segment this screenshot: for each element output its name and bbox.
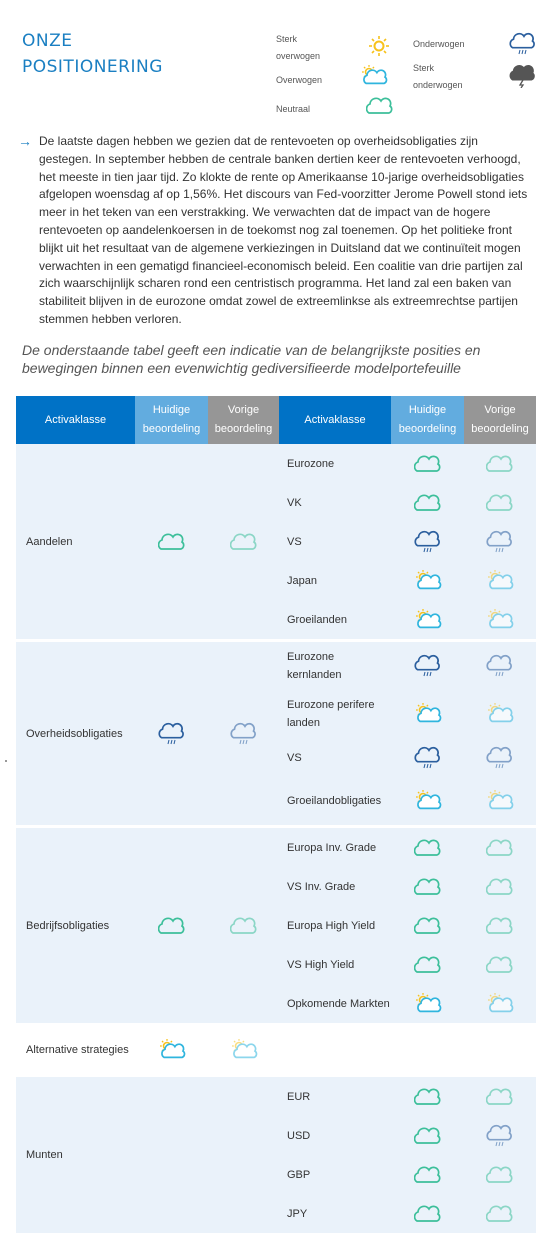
storm-cloud-icon bbox=[509, 64, 535, 88]
sun-cloud-icon bbox=[414, 992, 442, 1016]
table-row bbox=[16, 444, 536, 483]
table-row bbox=[16, 1077, 536, 1116]
sub-asset-name: VS High Yield bbox=[279, 945, 391, 984]
intro-text: De laatste dagen hebben we gezien dat de rentevoeten op overheidsobligaties zijn gestegen. In september hebben de centrale banken dertien keer de rentevoeten verhoogd, het meeste in tien jaar tijd. Zo klokte de rente op Amerikaanse 10-jarige overheidsobligaties afgelopen woensdag af op 1,56%. Het discours van Fed-voorzitter Jerome Powell stond iets meer in het teken van een verstrakking. We verwachten dat de impact van de hogere rentevoeten op aandelenkoersen in de toekomst nog zal toenemen. Op het politieke front blijkt uit het resultaat van de algemene verkiezingen in Duitsland dat we continuïteit mogen verwachten in een gematigd financieel-economisch beleid. Een coalitie van drie partijen zal zich waarschijnlijk scharen rond een centristisch programma. Het land zal een baken van stabiliteit blijven in de eurozone omdat zowel de extreemlinkse als extreemrechtse partijen stemmen hebben verloren. bbox=[39, 134, 528, 326]
sun-icon bbox=[366, 34, 392, 58]
sub-asset-name: VS bbox=[279, 738, 391, 777]
rain-cloud-icon bbox=[414, 654, 442, 678]
current-rating-cell bbox=[135, 1026, 208, 1074]
sub-asset-name: Eurozone kernlanden bbox=[279, 642, 391, 690]
page-title-line1: ONZE bbox=[22, 31, 73, 51]
previous-rating-cell bbox=[208, 444, 279, 639]
neutral-cloud-icon bbox=[486, 953, 514, 977]
rain-cloud-icon bbox=[486, 746, 514, 770]
neutral-cloud-icon bbox=[414, 875, 442, 899]
neutral-cloud-icon bbox=[486, 1163, 514, 1187]
sub-previous-rating-cell bbox=[464, 738, 536, 777]
sub-current-rating-cell bbox=[391, 906, 464, 945]
sub-current-rating-cell bbox=[391, 777, 464, 825]
sub-current-rating-cell bbox=[391, 828, 464, 867]
rain-cloud-icon bbox=[414, 530, 442, 554]
neutral-cloud-icon bbox=[486, 452, 514, 476]
current-rating-cell bbox=[135, 828, 208, 1023]
sun-cloud-icon bbox=[158, 1038, 186, 1062]
header-sub-current-rating: Huidige beoordeling bbox=[391, 396, 464, 444]
neutral-cloud-icon bbox=[414, 1085, 442, 1109]
sun-cloud-icon bbox=[486, 789, 514, 813]
sub-asset-name: EUR bbox=[279, 1077, 391, 1116]
stray-dot bbox=[5, 760, 7, 762]
legend-overweight-label: Overwogen bbox=[276, 75, 323, 85]
sub-previous-rating-cell bbox=[464, 777, 536, 825]
sub-current-rating-cell bbox=[391, 642, 464, 690]
rain-cloud-icon bbox=[230, 722, 258, 746]
sub-previous-rating-cell bbox=[464, 522, 536, 561]
sub-asset-name: VK bbox=[279, 483, 391, 522]
table-row bbox=[16, 1026, 536, 1074]
sub-current-rating-cell bbox=[391, 1194, 464, 1233]
sub-previous-rating-cell bbox=[464, 444, 536, 483]
neutral-cloud-icon bbox=[414, 836, 442, 860]
sun-cloud-icon bbox=[486, 702, 514, 726]
sub-asset-name: Groeilandobligaties bbox=[279, 777, 391, 825]
sub-asset-name: Opkomende Markten bbox=[279, 984, 391, 1023]
empty-cell bbox=[464, 1026, 536, 1074]
asset-class-name: Aandelen bbox=[16, 444, 135, 639]
sun-cloud-icon bbox=[486, 992, 514, 1016]
legend-strong-underweight-label: Sterk onderwogen bbox=[413, 63, 463, 90]
sub-asset-name: VS bbox=[279, 522, 391, 561]
header-asset-class: Activaklasse bbox=[16, 396, 135, 444]
neutral-cloud-icon bbox=[414, 1124, 442, 1148]
sub-asset-name: Eurozone perifere landen bbox=[279, 690, 391, 738]
sub-previous-rating-cell bbox=[464, 984, 536, 1023]
previous-rating-cell bbox=[208, 642, 279, 825]
sub-previous-rating-cell bbox=[464, 561, 536, 600]
sub-current-rating-cell bbox=[391, 522, 464, 561]
neutral-cloud-icon bbox=[414, 953, 442, 977]
sub-asset-name: VS Inv. Grade bbox=[279, 867, 391, 906]
asset-class-name: Alternative strategies bbox=[16, 1026, 135, 1074]
previous-rating-cell bbox=[208, 1077, 279, 1233]
sub-previous-rating-cell bbox=[464, 1077, 536, 1116]
neutral-cloud-icon bbox=[486, 1202, 514, 1226]
empty-cell bbox=[391, 1026, 464, 1074]
table-row bbox=[16, 828, 536, 867]
header-sub-asset-class: Activaklasse bbox=[279, 396, 391, 444]
sub-previous-rating-cell bbox=[464, 867, 536, 906]
neutral-cloud-icon bbox=[158, 530, 186, 554]
sub-asset-name: USD bbox=[279, 1116, 391, 1155]
neutral-cloud-icon bbox=[158, 914, 186, 938]
page-title-line2: POSITIONERING bbox=[22, 57, 163, 77]
rain-cloud-icon bbox=[486, 530, 514, 554]
sub-previous-rating-cell bbox=[464, 690, 536, 738]
neutral-cloud-icon bbox=[230, 530, 258, 554]
rain-cloud-icon bbox=[414, 746, 442, 770]
positioning-table bbox=[16, 396, 536, 1233]
neutral-cloud-icon bbox=[486, 1085, 514, 1109]
sub-current-rating-cell bbox=[391, 600, 464, 639]
sub-asset-name: Groeilanden bbox=[279, 600, 391, 639]
header-current-rating: Huidige beoordeling bbox=[135, 396, 208, 444]
empty-cell bbox=[279, 1026, 391, 1074]
sub-current-rating-cell bbox=[391, 483, 464, 522]
asset-class-name: Bedrijfsobligaties bbox=[16, 828, 135, 1023]
sub-previous-rating-cell bbox=[464, 600, 536, 639]
legend-strong-overweight-label: Sterk overwogen bbox=[276, 34, 321, 61]
sub-previous-rating-cell bbox=[464, 1116, 536, 1155]
page-title bbox=[22, 28, 163, 80]
rain-cloud-icon bbox=[509, 32, 535, 56]
table-row bbox=[16, 642, 536, 690]
rain-cloud-icon bbox=[486, 654, 514, 678]
neutral-cloud-icon bbox=[486, 491, 514, 515]
legend-neutral-label: Neutraal bbox=[276, 104, 311, 114]
sub-current-rating-cell bbox=[391, 690, 464, 738]
previous-rating-cell bbox=[208, 828, 279, 1023]
sub-asset-name: Eurozone bbox=[279, 444, 391, 483]
neutral-cloud-icon bbox=[414, 1202, 442, 1226]
legend-underweight-label: Onderwogen bbox=[413, 39, 465, 49]
sub-asset-name: Japan bbox=[279, 561, 391, 600]
sub-current-rating-cell bbox=[391, 1116, 464, 1155]
neutral-cloud-icon bbox=[486, 875, 514, 899]
sub-previous-rating-cell bbox=[464, 1155, 536, 1194]
neutral-cloud-icon bbox=[414, 452, 442, 476]
sub-previous-rating-cell bbox=[464, 1194, 536, 1233]
sub-current-rating-cell bbox=[391, 738, 464, 777]
sub-current-rating-cell bbox=[391, 444, 464, 483]
sub-current-rating-cell bbox=[391, 1077, 464, 1116]
sub-asset-name: Europa Inv. Grade bbox=[279, 828, 391, 867]
header-previous-rating: Vorige beoordeling bbox=[208, 396, 279, 444]
sub-asset-name: GBP bbox=[279, 1155, 391, 1194]
sub-current-rating-cell bbox=[391, 867, 464, 906]
arrow-right-icon: → bbox=[18, 133, 32, 149]
sub-previous-rating-cell bbox=[464, 906, 536, 945]
sun-cloud-icon bbox=[414, 608, 442, 632]
rain-cloud-icon bbox=[486, 1124, 514, 1148]
rain-cloud-icon bbox=[158, 722, 186, 746]
sub-current-rating-cell bbox=[391, 1155, 464, 1194]
sub-previous-rating-cell bbox=[464, 483, 536, 522]
neutral-cloud-icon bbox=[486, 914, 514, 938]
sub-asset-name: Europa High Yield bbox=[279, 906, 391, 945]
asset-class-name: Overheidsobligaties bbox=[16, 642, 135, 825]
sub-asset-name: JPY bbox=[279, 1194, 391, 1233]
neutral-cloud-icon bbox=[366, 94, 392, 118]
neutral-cloud-icon bbox=[414, 1163, 442, 1187]
sub-previous-rating-cell bbox=[464, 945, 536, 984]
sun-cloud-icon bbox=[486, 608, 514, 632]
sun-cloud-icon bbox=[414, 569, 442, 593]
table-subtitle: De onderstaande tabel geeft een indicatie van de belangrijkste posities en bewegingen binnen een evenwichtig gediversifieerde modelportefeuille bbox=[22, 342, 481, 376]
current-rating-cell bbox=[135, 444, 208, 639]
sun-cloud-icon bbox=[360, 64, 386, 88]
neutral-cloud-icon bbox=[414, 491, 442, 515]
current-rating-cell bbox=[135, 1077, 208, 1233]
header-sub-previous-rating: Vorige beoordeling bbox=[464, 396, 536, 444]
sun-cloud-icon bbox=[486, 569, 514, 593]
sub-current-rating-cell bbox=[391, 945, 464, 984]
asset-class-name: Munten bbox=[16, 1077, 135, 1233]
sub-previous-rating-cell bbox=[464, 828, 536, 867]
neutral-cloud-icon bbox=[230, 914, 258, 938]
sub-previous-rating-cell bbox=[464, 642, 536, 690]
sub-current-rating-cell bbox=[391, 984, 464, 1023]
current-rating-cell bbox=[135, 642, 208, 825]
neutral-cloud-icon bbox=[414, 914, 442, 938]
sun-cloud-icon bbox=[414, 702, 442, 726]
sun-cloud-icon bbox=[230, 1038, 258, 1062]
intro-section bbox=[18, 133, 530, 329]
neutral-cloud-icon bbox=[486, 836, 514, 860]
previous-rating-cell bbox=[208, 1026, 279, 1074]
sub-current-rating-cell bbox=[391, 561, 464, 600]
sun-cloud-icon bbox=[414, 789, 442, 813]
